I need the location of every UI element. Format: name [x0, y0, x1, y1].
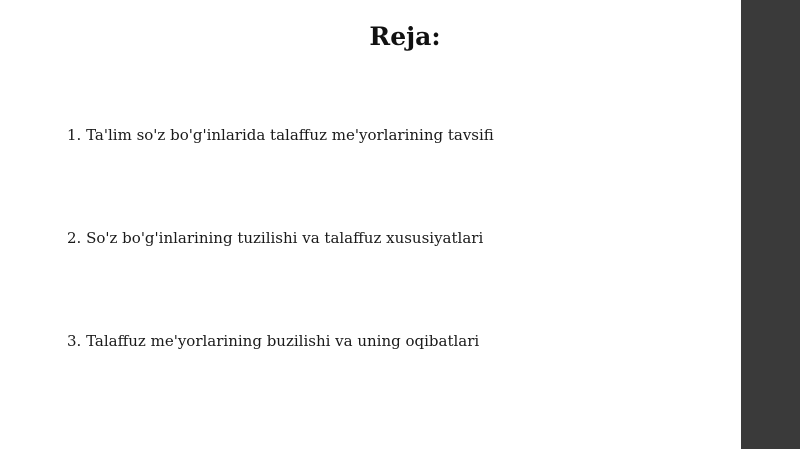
plan-item-2: 2. So'z bo'g'inlarining tuzilishi va talaffuz xususiyatlari	[67, 229, 484, 247]
plan-item-1: 1. Ta'lim so'z bo'g'inlarida talaffuz me'yorlarining tavsifi	[67, 126, 494, 144]
plan-item-3: 3. Talaffuz me'yorlarining buzilishi va uning oqibatlari	[67, 332, 480, 350]
side-panel	[741, 0, 800, 449]
slide-title: Reja:	[369, 22, 441, 51]
